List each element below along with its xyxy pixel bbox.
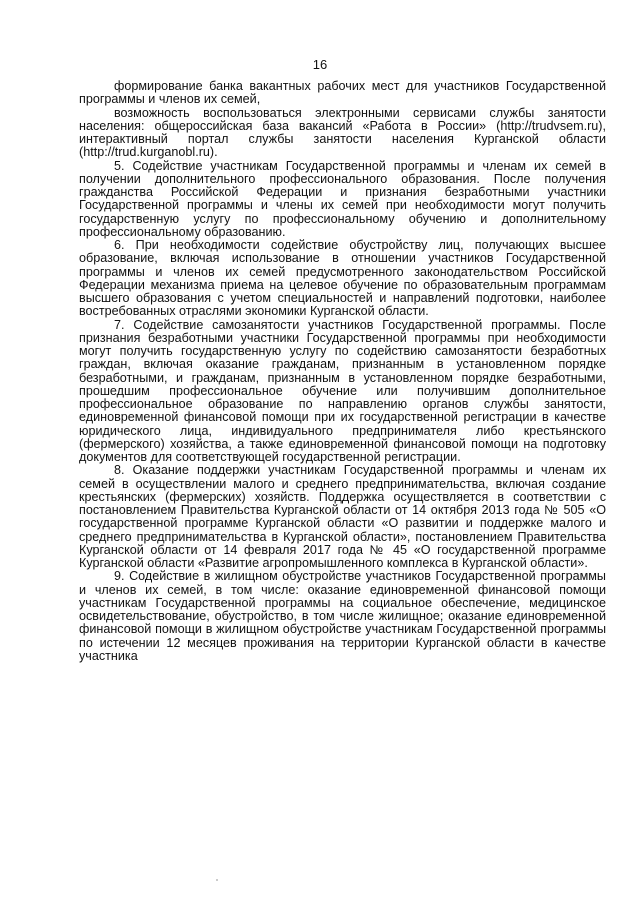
paragraph-item-8: 8. Оказание поддержки участникам Государственной программы и членам их семей в осуществлении малого и среднего предпринимательства, включая создание крестьянских (фермерских) хозяйств. Поддержка осуществляется в соответствии с постановлением Правительства Курганской области от 14 октября 2013 года № 505 «О государственной программе Курганской области «О развитии и поддержке малого и среднего предпринимательства в Курганской области», постановлением Правительства Курганской области от 14 февраля 2017 года № 45 «О государственной программе Курганской области «Развитие агропромышленного комплекса в Курганской области». — [79, 463, 606, 570]
paragraph-item-5: 5. Содействие участникам Государственной программы и членам их семей в получении дополнительного профессионального образования. После получения гражданства Российской Федерации и признания безработными участники Государственной программы и члены их семей при необходимости могут получить государственную услугу по профессиональному обучению и дополнительному профессиональному образованию. — [79, 158, 606, 239]
paragraph-item-7: 7. Содействие самозанятости участников Государственной программы. После признания безработными участники Государственной программы при необходимости могут получить государственную услугу по содействию самозанятости безработных граждан, включая оказание гражданам, признанным в установленном порядке безработными, и гражданам, признанным в установленном порядке безработными, прошедшим профессиональное обучение или получившим дополнительное профессиональное образование по направлению органов службы занятости, единовременной финансовой помощи при их государственной регистрации в качестве юридического лица, индивидуального предпринимателя либо крестьянского (фермерского) хозяйства, а также единовременной финансовой помощи на подготовку документов для соответствующей государственной регистрации. — [79, 317, 606, 464]
document-body — [79, 80, 606, 663]
paragraph-electronic-services: возможность воспользоваться электронными сервисами службы занятости населения: общероссийская база вакансий «Работа в России» (http://trudvsem.ru), интерактивный портал службы занятости населения Курганской области (http://trud.kurganobl.ru). — [79, 105, 606, 160]
paragraph-vacancy-bank: формирование банка вакантных рабочих мест для участников Государственной программы и членов их семей, — [79, 79, 606, 107]
page-number: 16 — [312, 57, 328, 72]
scan-speck — [216, 879, 218, 881]
paragraph-item-6: 6. При необходимости содействие обустройству лиц, получающих высшее образование, включая использование в отношении участников Государственной программы и членов их семей предусмотренного законодательством Российской Федерации механизма приема на целевое обучение по образовательным программам высшего образования с учетом специальностей и направлений подготовки, наиболее востребованных отраслями экономики Курганской области. — [79, 238, 606, 319]
paragraph-item-9: 9. Содействие в жилищном обустройстве участников Государственной программы и членов их семей, в том числе: оказание единовременной финансовой помощи участникам Государственной программы на социальное обеспечение, медицинское освидетельствование, обустройство, в том числе жилищное; оказание единовременной финансовой помощи в жилищном обустройстве участникам Государственной программы по истечении 12 месяцев проживания на территории Курганской области в качестве участника — [79, 569, 606, 663]
